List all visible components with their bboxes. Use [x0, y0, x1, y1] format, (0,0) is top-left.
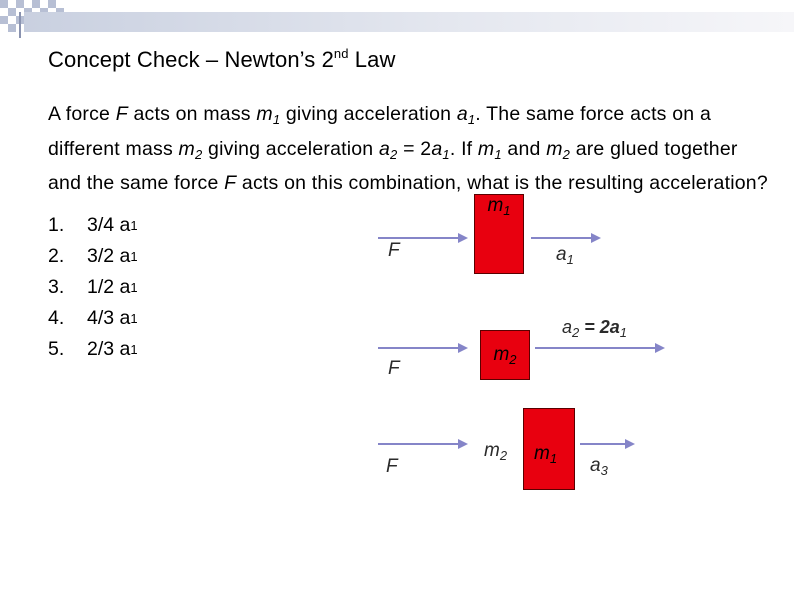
question-text: A force F acts on mass $m_1$ giving acceleration $a_1$. The same force acts on a different mass $m_2$ giving acceleration $a_2 = 2a_1$. If $m_1$ and $m_2$ are glued together and the same force F acts on this combination, what is the resulting acceleration?	[48, 103, 768, 194]
answer-choice-1[interactable]: 1. 3/4 a 1	[48, 214, 138, 236]
acceleration-label-a1: $a_1$	[556, 244, 574, 267]
mass-block-m1: $m_1$	[474, 194, 524, 274]
mass-block-m1-combined: $m_1$	[523, 408, 575, 490]
acceleration-arrow-2	[535, 342, 665, 354]
acceleration-label-a2: $a_2 = 2a_1$	[562, 317, 628, 340]
mass-block-m2: $m_2$	[480, 330, 530, 380]
mass-label-m2-combined: $m_2$	[484, 440, 508, 463]
force-arrow-2	[378, 342, 468, 354]
answer-choice-5[interactable]: 5. 2/3 a 1	[48, 338, 138, 360]
force-arrow-3	[378, 438, 468, 450]
answer-choice-2[interactable]: 2. 3/2 a 1	[48, 245, 138, 267]
acceleration-arrow-1	[531, 232, 601, 244]
answer-choice-4[interactable]: 4. 4/3 a 1	[48, 307, 138, 329]
header-bar	[24, 12, 794, 32]
answer-choices	[48, 210, 138, 365]
acceleration-label-a3: $a_3$	[590, 455, 608, 478]
slide-title: Concept Check – Newton’s 2nd Law	[48, 46, 396, 72]
header-accent-line	[19, 12, 21, 38]
force-label-3: F	[386, 456, 398, 477]
force-label-2: F	[388, 358, 400, 379]
force-label-1: F	[388, 240, 400, 261]
answer-choice-3[interactable]: 3. 1/2 a 1	[48, 276, 138, 298]
acceleration-arrow-3	[580, 438, 635, 450]
